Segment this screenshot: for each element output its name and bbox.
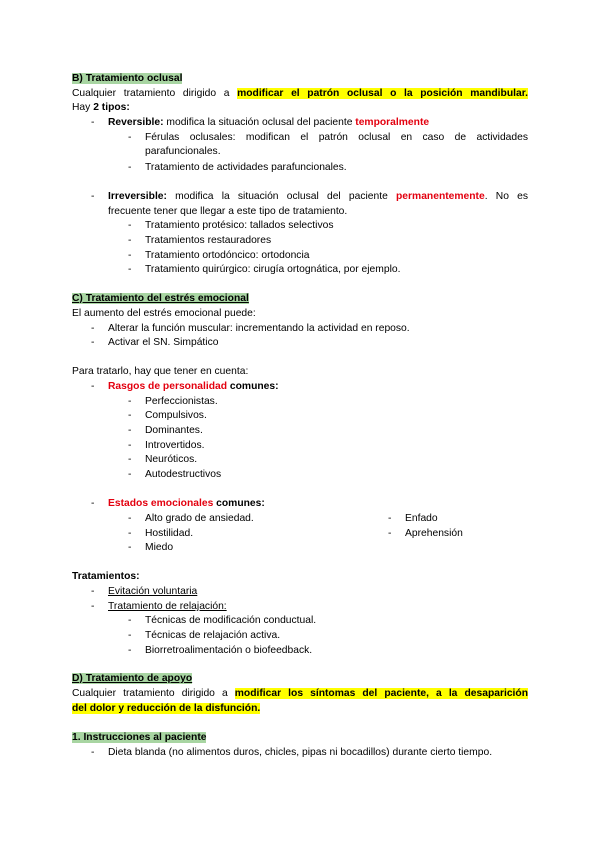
relax-item: Técnicas de modificación conductual. [145, 615, 317, 626]
emotion-item: Hostilidad. [145, 528, 194, 539]
bullet-dash: - [91, 601, 95, 612]
bullet-dash: - [128, 132, 132, 143]
bullet-dash: - [128, 396, 132, 407]
bullet-dash: - [128, 615, 132, 626]
treatment-item: Evitación voluntaria [108, 586, 198, 597]
bullet-dash: - [128, 469, 132, 480]
treatments-label: Tratamientos: [72, 571, 140, 582]
emotions-heading: Estados emocionales comunes: [108, 498, 265, 509]
irreversible-sub: Tratamientos restauradores [145, 235, 272, 246]
instructions-heading: 1. Instrucciones al paciente [72, 732, 207, 743]
bullet-dash: - [91, 747, 95, 758]
bullet-dash: - [91, 323, 95, 334]
irreversible-sub: Tratamiento ortodóncico: ortodoncia [145, 250, 310, 261]
types-line: Hay 2 tipos: [72, 102, 130, 113]
reversible-sub1: Férulas oclusales: modifican el patrón oclusal en caso de actividades [145, 132, 528, 143]
section-c-intro: El aumento del estrés emocional puede: [72, 308, 256, 319]
trait-item: Autodestructivos [145, 469, 222, 480]
bullet-dash: - [128, 410, 132, 421]
trait-item: Neuróticos. [145, 454, 198, 465]
section-b-intro: Cualquier tratamiento dirigido a modificar el patrón oclusal o la posición mandibular. [72, 88, 528, 99]
emotion-item: Aprehensión [405, 528, 463, 539]
treat-intro: Para tratarlo, hay que tener en cuenta: [72, 366, 249, 377]
bullet-dash: - [128, 630, 132, 641]
bullet-dash: - [128, 162, 132, 173]
bullet-dash: - [128, 235, 132, 246]
reversible-sub1-cont: parafuncionales. [145, 146, 221, 157]
bullet-dash: - [128, 454, 132, 465]
section-b-heading: B) Tratamiento oclusal [72, 73, 183, 84]
bullet-dash: - [388, 513, 392, 524]
bullet-dash: - [91, 337, 95, 348]
bullet-dash: - [91, 117, 95, 128]
section-c-heading: C) Tratamiento del estrés emocional [72, 293, 249, 304]
effect-item: Activar el SN. Simpático [108, 337, 219, 348]
instruction-item: Dieta blanda (no alimentos duros, chicles, pipas ni bocadillos) durante cierto tiempo. [108, 747, 493, 758]
irreversible-item: Irreversible: modifica la situación oclusal del paciente permanentemente. No es [108, 191, 528, 202]
emotion-item: Alto grado de ansiedad. [145, 513, 254, 524]
bullet-dash: - [91, 381, 95, 392]
bullet-dash: - [128, 250, 132, 261]
irreversible-sub: Tratamiento protésico: tallados selectivos [145, 220, 334, 231]
irreversible-cont: frecuente tener que llegar a este tipo de tratamiento. [108, 206, 348, 217]
treatment-item: Tratamiento de relajación: [108, 601, 227, 612]
trait-item: Dominantes. [145, 425, 203, 436]
trait-item: Introvertidos. [145, 440, 205, 451]
section-d-heading: D) Tratamiento de apoyo [72, 673, 193, 684]
reversible-item: Reversible: modifica la situación oclusal del paciente temporalmente [108, 117, 430, 128]
bullet-dash: - [128, 528, 132, 539]
relax-item: Biorretroalimentación o biofeedback. [145, 645, 313, 656]
bullet-dash: - [128, 220, 132, 231]
relax-item: Técnicas de relajación activa. [145, 630, 281, 641]
irreversible-sub: Tratamiento quirúrgico: cirugía ortognática, por ejemplo. [145, 264, 401, 275]
traits-heading: Rasgos de personalidad comunes: [108, 381, 279, 392]
effect-item: Alterar la función muscular: incrementando la actividad en reposo. [108, 323, 410, 334]
emotion-item: Enfado [405, 513, 438, 524]
bullet-dash: - [128, 542, 132, 553]
bullet-dash: - [128, 425, 132, 436]
bullet-dash: - [128, 645, 132, 656]
bullet-dash: - [128, 440, 132, 451]
bullet-dash: - [91, 191, 95, 202]
reversible-sub2: Tratamiento de actividades parafuncionales. [145, 162, 347, 173]
bullet-dash: - [91, 498, 95, 509]
bullet-dash: - [128, 264, 132, 275]
emotion-item: Miedo [145, 542, 174, 553]
trait-item: Perfeccionistas. [145, 396, 218, 407]
section-d-intro-cont: del dolor y reducción de la disfunción. [72, 703, 261, 714]
trait-item: Compulsivos. [145, 410, 207, 421]
bullet-dash: - [388, 528, 392, 539]
bullet-dash: - [128, 513, 132, 524]
bullet-dash: - [91, 586, 95, 597]
section-d-intro: Cualquier tratamiento dirigido a modificar los síntomas del paciente, a la desaparición [72, 688, 528, 699]
